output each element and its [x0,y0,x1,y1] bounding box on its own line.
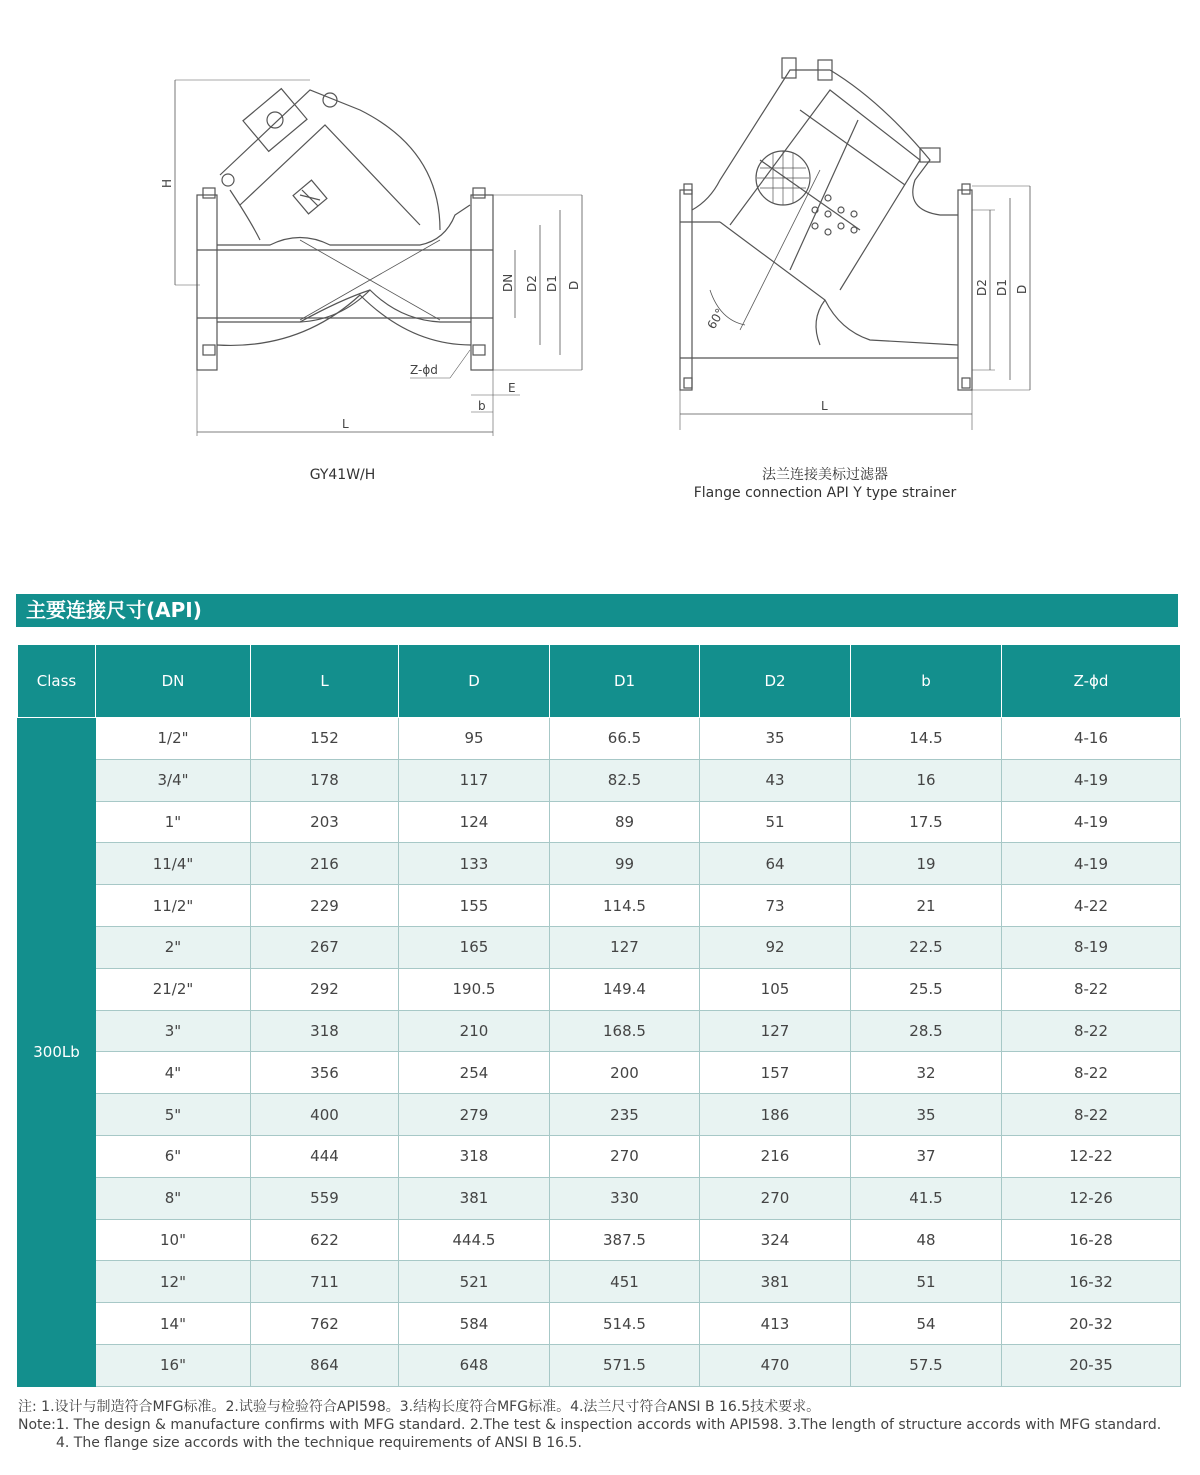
table-cell: 318 [399,1135,550,1177]
table-cell: 571.5 [550,1344,700,1386]
section-title: 主要连接尺寸(API) [16,594,1178,627]
table-cell: 95 [399,718,550,760]
class-cell: 300Lb [18,718,96,1387]
table-cell: 19 [851,843,1002,885]
header-d: D [399,645,550,718]
header-l: L [251,645,399,718]
table-cell: 8" [96,1177,251,1219]
table-cell: 381 [399,1177,550,1219]
table-cell: 14.5 [851,718,1002,760]
table-cell: 92 [700,926,851,968]
table-cell: 4" [96,1052,251,1094]
table-cell: 267 [251,926,399,968]
table-cell: 149.4 [550,968,700,1010]
table-cell: 127 [700,1010,851,1052]
table-cell: 216 [251,843,399,885]
header-b: b [851,645,1002,718]
table-cell: 235 [550,1094,700,1136]
table-cell: 2" [96,926,251,968]
right-strainer-drawing [680,58,1030,430]
table-row [18,759,1181,801]
table-cell: 16" [96,1344,251,1386]
table-cell: 8-22 [1002,968,1181,1010]
table-cell: 28.5 [851,1010,1002,1052]
label-d: D [567,280,581,290]
table-cell: 157 [700,1052,851,1094]
table-cell: 413 [700,1303,851,1345]
table-cell: 64 [700,843,851,885]
table-row [18,1135,1181,1177]
table-cell: 35 [851,1094,1002,1136]
table-cell: 762 [251,1303,399,1345]
table-cell: 82.5 [550,759,700,801]
table-cell: 622 [251,1219,399,1261]
table-cell: 356 [251,1052,399,1094]
table-cell: 133 [399,843,550,885]
table-cell: 254 [399,1052,550,1094]
label-l: L [342,417,349,431]
table-cell: 178 [251,759,399,801]
label-r-d: D [1015,284,1029,294]
table-cell: 1/2" [96,718,251,760]
table-cell: 279 [399,1094,550,1136]
table-cell: 270 [700,1177,851,1219]
table-cell: 444 [251,1135,399,1177]
table-cell: 190.5 [399,968,550,1010]
table-cell: 16-32 [1002,1261,1181,1303]
table-cell: 210 [399,1010,550,1052]
table-row [18,1094,1181,1136]
table-cell: 4-19 [1002,801,1181,843]
label-h: H [160,178,174,188]
table-cell: 4-22 [1002,885,1181,927]
table-cell: 3" [96,1010,251,1052]
table-cell: 48 [851,1219,1002,1261]
table-cell: 6" [96,1135,251,1177]
table-cell: 17.5 [851,801,1002,843]
table-cell: 117 [399,759,550,801]
table-row [18,885,1181,927]
table-cell: 25.5 [851,968,1002,1010]
label-r-l: L [821,399,828,413]
table-cell: 11/2" [96,885,251,927]
table-cell: 20-32 [1002,1303,1181,1345]
table-cell: 10" [96,1219,251,1261]
table-cell: 229 [251,885,399,927]
table-cell: 73 [700,885,851,927]
note-cn: 注: 1.设计与制造符合MFG标准。2.试验与检验符合API598。3.结构长度符合MFG标准。4.法兰尺寸符合ANSI B 16.5技术要求。 [18,1399,821,1415]
table-cell: 32 [851,1052,1002,1094]
table-cell: 200 [550,1052,700,1094]
table-cell: 43 [700,759,851,801]
header-class: Class [18,645,96,718]
table-cell: 168.5 [550,1010,700,1052]
table-cell: 51 [700,801,851,843]
table-cell: 292 [251,968,399,1010]
table-cell: 57.5 [851,1344,1002,1386]
table-cell: 318 [251,1010,399,1052]
table-cell: 324 [700,1219,851,1261]
table-cell: 514.5 [550,1303,700,1345]
table-cell: 105 [700,968,851,1010]
right-caption-en: Flange connection API Y type strainer [693,485,957,501]
table-cell: 203 [251,801,399,843]
table-cell: 186 [700,1094,851,1136]
label-b: b [478,399,486,413]
label-d1: D1 [545,275,559,292]
table-cell: 470 [700,1344,851,1386]
table-cell: 165 [399,926,550,968]
table-cell: 99 [550,843,700,885]
table-row [18,1177,1181,1219]
table-cell: 12-26 [1002,1177,1181,1219]
table-cell: 584 [399,1303,550,1345]
table-row [18,1261,1181,1303]
label-e: E [508,381,516,395]
table-cell: 521 [399,1261,550,1303]
table-cell: 89 [550,801,700,843]
table-cell: 127 [550,926,700,968]
left-caption: GY41W/H [309,467,376,483]
table-row [18,1052,1181,1094]
table-cell: 66.5 [550,718,700,760]
table-cell: 16 [851,759,1002,801]
table-cell: 51 [851,1261,1002,1303]
table-cell: 8-22 [1002,1052,1181,1094]
table-cell: 864 [251,1344,399,1386]
table-cell: 20-35 [1002,1344,1181,1386]
table-cell: 54 [851,1303,1002,1345]
label-dn: DN [501,273,515,292]
header-dn: DN [96,645,251,718]
table-cell: 21/2" [96,968,251,1010]
table-cell: 11/4" [96,843,251,885]
label-zd: Z-ϕd [410,363,438,377]
left-strainer-drawing [175,80,582,436]
table-cell: 22.5 [851,926,1002,968]
table-row [18,1010,1181,1052]
table-cell: 4-19 [1002,843,1181,885]
table-body [18,718,1181,1387]
table-cell: 8-22 [1002,1094,1181,1136]
table-cell: 559 [251,1177,399,1219]
table-cell: 3/4" [96,759,251,801]
note-en-1: Note:1. The design & manufacture confirms with MFG standard. 2.The test & inspection accords with API598. 3.The length of structure accords with MFG standard. [18,1417,1162,1433]
table-cell: 155 [399,885,550,927]
table-row [18,1303,1181,1345]
table-cell: 216 [700,1135,851,1177]
table-row [18,801,1181,843]
label-d2: D2 [525,275,539,292]
table-cell: 124 [399,801,550,843]
notes [18,1398,1161,1452]
technical-drawings [0,0,1200,520]
table-row [18,968,1181,1010]
header-d1: D1 [550,645,700,718]
table-header-row [18,645,1181,718]
table-cell: 41.5 [851,1177,1002,1219]
table-cell: 114.5 [550,885,700,927]
table-cell: 270 [550,1135,700,1177]
label-r-d2: D2 [975,279,989,296]
right-caption-cn: 法兰连接美标过滤器 [762,467,888,483]
table-cell: 8-19 [1002,926,1181,968]
table-cell: 711 [251,1261,399,1303]
table-cell: 444.5 [399,1219,550,1261]
table-cell: 648 [399,1344,550,1386]
table-row [18,926,1181,968]
table-row [18,718,1181,760]
table-row [18,843,1181,885]
table-cell: 387.5 [550,1219,700,1261]
label-angle: 60° [704,306,728,332]
table-cell: 400 [251,1094,399,1136]
table-cell: 21 [851,885,1002,927]
table-cell: 381 [700,1261,851,1303]
table-row [18,1219,1181,1261]
table-cell: 1" [96,801,251,843]
table-cell: 8-22 [1002,1010,1181,1052]
note-en-2: 4. The flange size accords with the technique requirements of ANSI B 16.5. [56,1435,582,1451]
table-cell: 12-22 [1002,1135,1181,1177]
table-cell: 451 [550,1261,700,1303]
label-r-d1: D1 [995,279,1009,296]
table-cell: 5" [96,1094,251,1136]
table-cell: 37 [851,1135,1002,1177]
table-cell: 35 [700,718,851,760]
header-d2: D2 [700,645,851,718]
table-cell: 14" [96,1303,251,1345]
table-cell: 152 [251,718,399,760]
table-cell: 16-28 [1002,1219,1181,1261]
table-cell: 4-16 [1002,718,1181,760]
dimension-table [17,644,1181,1387]
table-cell: 12" [96,1261,251,1303]
header-z-d: Z-ϕd [1002,645,1181,718]
table-cell: 330 [550,1177,700,1219]
table-cell: 4-19 [1002,759,1181,801]
table-row [18,1344,1181,1386]
